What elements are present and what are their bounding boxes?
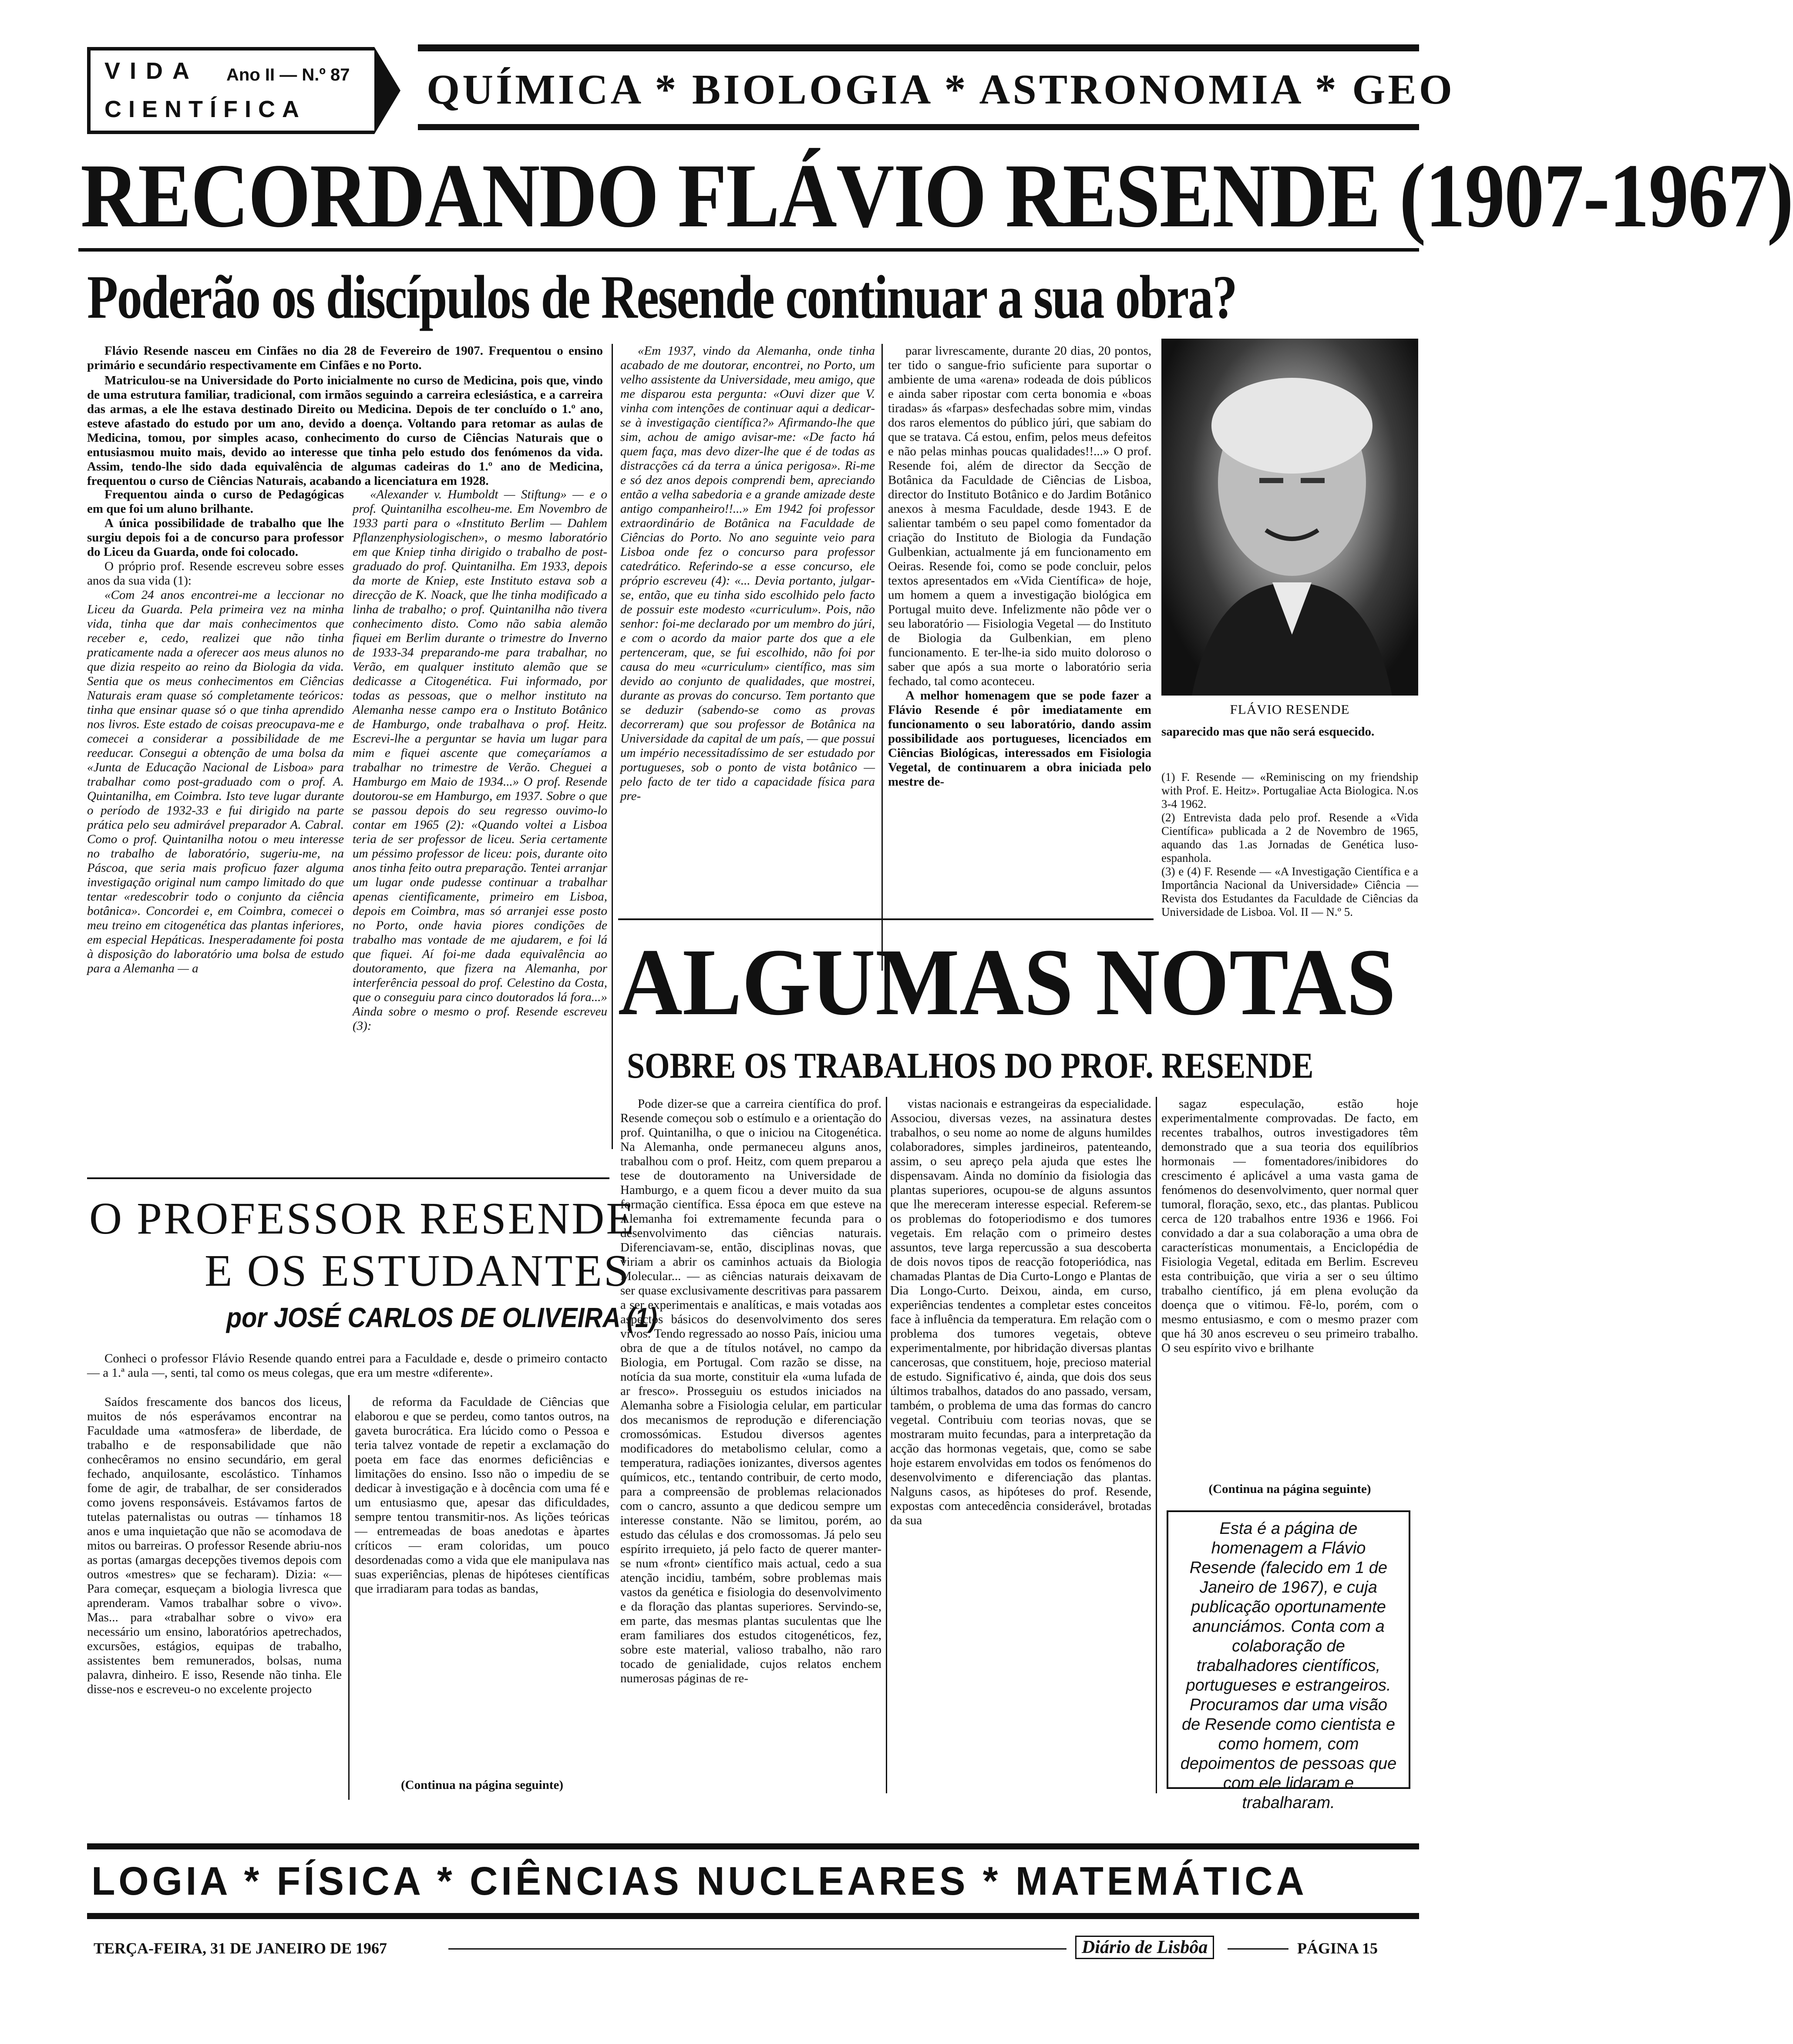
article1-p3: Frequentou ainda o curso de Pedagógicas em que foi um aluno brilhante. — [87, 487, 344, 516]
masthead-vida: VIDA — [104, 58, 199, 84]
masthead-issue: Ano II — N.º 87 — [226, 65, 350, 84]
footer-paper-name: Diário de Lisbôa — [1075, 1936, 1214, 1959]
top-rule-1 — [418, 44, 1419, 51]
photo-caption: FLÁVIO RESENDE — [1230, 702, 1350, 717]
article3-col3 — [1161, 1097, 1418, 1480]
article1-quote1: «Com 24 anos encontrei-me a leccionar no Liceu da Guarda. Pela primeira vez na minha vida, tinha que dar mais conhecimentos que receber e, cedo, realizei que não tinha praticamente nada a oferecer aos meus alunos no que dizia respeito ao reino da Biologia da vida. Sentia que os meus conhecimentos em Ciências Naturais eram quase só completamente teóricos: tinha que ensinar quase só o que tinha aprendido nos livros. Este estado de coisas preocupava-me e comecei a considerar a possibilidade de me reeducar. Consegui a obtenção de uma bolsa da «Junta de Educação Nacional de Lisboa» para trabalhar como post-graduado com o prof. A. Quintanilha, em Coimbra. Isto teve lugar durante o período de 1932-33 e fui dirigido na parte prática pelo seu admirável preparador A. Cabral. Como o prof. Quintanilha notou o meu interesse no trabalho de laboratório, sugeriu-me, na Páscoa, que seria mais proficuo fazer alguma investigação original num campo limitado do que tentar «redescobrir todo o conjunto da ciência botânica». Concordei e, em Coimbra, comecei o meu treino em citogenética das plantas inferiores, em especial Hepáticas. Inesperadamente foi posta à disposição do laboratório uma bolsa de estudo para a Alemanha — a — [87, 588, 344, 975]
article1-col3-text: «Em 1937, vindo da Alemanha, onde tinha acabado de me doutorar, encontrei, no Porto, um velho assistente da Universidade, meu amigo, que me disparou esta pergunta: «Ouvi dizer que V. vinha com intenções de continuar aqui a dedicar-se à investigação científica?» Afirmando-lhe que sim, achou de amigo avisar-me: «De facto há quem faça, mas devo dizer-lhe que é de todas as distracções cá da terra a única perigosa». Ri-me e só dez anos depois comprendi bem, apreciando então a velha sabedoria e a grande amizade deste antigo companheiro!!...» Em 1942 foi professor extraordinário de Botânica na Faculdade de Ciências do Porto. No ano seguinte veio para Lisboa onde fez o concurso para professor catedrático. Referindo-se a esse concurso, ele próprio escreveu (4): «... Devia portanto, julgar-se, então, que eu tinha sido escolhido pelo facto de possuir este modesto «curriculum». Pois, não senhor: foi-me declarado por um membro do júri, e com o acordo da maior parte dos que a ele pertenceram, que, se fui escolhido, não foi por causa do meu «curriculum» científico, mas sim devido ao conjunto de qualidades, que mostrei, durante as provas do concurso. Tem portanto que se deduzir (sabendo-se como as provas decorreram) que sou professor de Botânica na Universidade da capital de um país, — que possui um império necessitadíssimo de ser estudado por portugueses, sob o ponto de vista botânico — pelo facto de ter tido a capacidade física para pre- — [620, 344, 875, 803]
article3-subtitle: SOBRE OS TRABALHOS DO PROF. RESENDE — [627, 1046, 1314, 1086]
article1-col1 — [87, 487, 344, 1149]
article1-intro: Flávio Resende nasceu em Cinfães no dia 28 de Fevereiro de 1907. Frequentou o ensino primário e secundário respectivamente em Cinfães e no Porto. — [87, 344, 603, 372]
article3-title: ALGUMAS NOTAS — [618, 929, 1396, 1035]
col-divider-2 — [881, 344, 883, 971]
article1-col2-text: «Alexander v. Humboldt — Stiftung» — e o prof. Quintanilha escolheu-me. Em Novembro de 1933 parti para o «Instituto Berlim — Dahlem Pflanzenphysiologischen», o mesmo laboratório em que Kniep tinha dirigido o trabalho de post-graduado do prof. Quintanilha. Em 1933, depois da morte de Kniep, este Instituto estava sob a direcção de K. Noack, que lhe tinha modificado a linha de trabalho; o prof. Quintanilha não tivera conhecimento disto. Como não sabia alemão fiquei em Berlim durante o trimestre do Inverno de 1933-34 preparando-me para trabalhar, no Verão, em qualquer instituto alemão que se dedicasse a Citogenética. Fui informado, por todas as pessoas, que o melhor instituto na Alemanha nesse campo era o Instituto Botânico de Hamburgo, onde trabalhava o prof. Heitz. Escrevi-lhe a perguntar se havia um lugar para mim e fiquei ascente que começaríamos a trabalhar no trimestre de Verão. Cheguei a Hamburgo em Maio de 1934...» O prof. Resende doutorou-se em Hamburgo, em 1937. Sobre o que se passou depois do seu regresso ouvimo-lo contar em 1965 (2): «Quando voltei a Lisboa teria de ser professor de liceu. Seria certamente um péssimo professor de liceu: pois, durante oito anos tinha feito outra preparação. Tentei arranjar um lugar onde pudesse continuar a trabalhar apenas cientificamente, primeiro em Lisboa, depois em Coimbra, mas só arranjei esse posto no Porto, onde havia piores condições de trabalho mas vontade de me ajudarem, e foi lá que fiquei. Aí foi-me dada equivalência ao doutoramento, que fizera na Alemanha, por interferência pessoal do prof. Celestino da Costa, que o conseguiu para cinco doutorados lá fora...» Ainda sobre o mesmo o prof. Resende escreveu (3): — [353, 487, 607, 1033]
article1-p2-text: Matriculou-se na Universidade do Porto inicialmente no curso de Medicina, pois que, vindo de uma estrutura familiar, tradicional, com irmãos seguindo a carreira eclesiástica, e a carreira das armas, a ele lhe estava destinado Direito ou Medicina. Depois de ter concluído o 1.º ano, esteve afastado do estudo por um ano, devido a doença. Voltando para retomar as aulas de Medicina, tomou, por simples acaso, conhecimento do curso de Ciências Naturais que o entusiasmou muito mais, devido ao interesse que tinha pelo estudo dos fenómenos da vida. Assim, tendo-lhe sido dada equivalência de algumas cadeiras do 1.º ano de Medicina, frequentou o curso de Ciências Naturais, acabando a licenciatura em 1928. — [87, 373, 603, 488]
article3-rule — [618, 918, 1154, 920]
col-divider-4 — [886, 1097, 887, 1793]
article1-col3 — [620, 344, 875, 971]
bottom-subjects-banner: LOGIA * FÍSICA * CIÊNCIAS NUCLEARES * MATEMÁTICA — [91, 1859, 1308, 1903]
article3-col2-text: vistas nacionais e estrangeiras da especialidade. Associou, diversas vezes, na assinatura destes trabalhos, o seu nome ao nome de alguns humildes colaboradores, simples jardineiros, patenteando, assim, o seu apreço pela ajuda que estes lhe dispensavam. Ainda no domínio da fisiologia das plantas superiores, ocupou-se de alguns assuntos que lhe mereceram interesse especial. Referem-se os problemas do fotoperiodismo e dos tumores vegetais. Em relação com o primeiro destes assuntos, teve larga repercussão a sua descoberta de dois novos tipos de reacção fotoperiódica, nas chamadas Plantas de Dia Curto-Longo e Plantas de Dia Longo-Curto. Deixou, ainda, em curso, experiências tendentes a completar estes conceitos face à influência da temperatura. Em relação com o problema dos tumores vegetais, obteve experimentalmente, por hibridação diversas plantas cancerosas, que constituem, hoje, precioso material de estudo. Significativo é, ainda, que dois dos seus últimos trabalhos, datados do ano passado, versam, também, o problema de uma das formas do cancro vegetal. Contribuiu com teorias novas, que se mostraram muito fecundas, para a interpretação da acção das hormonas vegetais, que, como se sabe hoje estarem envolvidas em todos os fenómenos do desenvolvimento e diferenciação das plantas. Nalguns casos, as hipóteses do prof. Resende, expostas com antecedência considerável, brotadas da sua — [890, 1097, 1151, 1527]
top-rule-2 — [418, 124, 1419, 130]
col-divider-1 — [612, 344, 613, 1149]
masthead-cientifica: CIENTÍFICA — [104, 96, 306, 122]
article2-intro: Conheci o professor Flávio Resende quando entrei para a Faculdade e, desde o primeiro contacto — a 1.ª aula —, senti, tal como os meus colegas, que era um mestre «diferente». — [87, 1351, 607, 1380]
article2-continua: (Continua na página seguinte) — [400, 1778, 564, 1792]
article2-rule — [87, 1177, 609, 1179]
article1-col4-bold: A melhor homenagem que se pode fazer a Flávio Resende é pôr imediatamente em funcionamento o seu laboratório, dando assim possibilidade aos portugueses, licenciados em Ciências Biológicas, interessados em Fisiologia Vegetal, de continuarem a obra iniciada pelo mestre de- — [888, 689, 1151, 789]
footer-date: TERÇA-FEIRA, 31 DE JANEIRO DE 1967 — [94, 1940, 387, 1957]
article2-col2 — [355, 1395, 609, 1765]
article2-author: por JOSÉ CARLOS DE OLIVEIRA (1) — [226, 1302, 657, 1333]
masthead-arrow-icon — [374, 47, 400, 134]
footer-page-number: PÁGINA 15 — [1297, 1940, 1378, 1957]
sub-headline: Poderão os discípulos de Resende continuar a sua obra? — [87, 262, 1237, 331]
article1-col4-text: parar livrescamente, durante 20 dias, 20 pontos, ter tido o sangue-frio suficiente para suportar o ambiente de uma «arena» rodeada de dois públicos e ainda saber ripostar com certa bonomia e «boas tiradas» ás «farpas» desfechadas sobre mim, vindas dos raros elementos do público júri, que sabiam do que se tratava. Cá estou, enfim, pelos meus defeitos e não pelas minhas poucas qualidades!!...» O prof. Resende foi, além de director da Secção de Botânica da Faculdade de Ciências de Lisboa, director do Instituto Botânico e do Jardim Botânico anexos à mesma Faculdade, desde 1943. E de salientar também o seu papel como fomentador da criação do Instituto de Biologia da Fundação Gulbenkian, actualmente já em funcionamento em Oeiras. Resende foi, como se pode concluir, pelos textos apresentados em «Vida Científica» de hoje, um homem a quem a investigação biológica em Portugal muito deve. Infelizmente não pôde ver o seu laboratório — Fisiologia Vegetal — do Instituto de Biologia da Gulbenkian, em pleno funcionamento. E ter-lhe-ia sido muito doloroso o saber que após a sua morte o laboratório seria fechado, tal como aconteceu. — [888, 344, 1151, 688]
article3-col1-text: Pode dizer-se que a carreira científica do prof. Resende começou sob o estímulo e a orientação do prof. Quintanilha, o que o iniciou na Citogenética. Na Alemanha, onde permaneceu alguns anos, trabalhou com o prof. Heitz, com quem preparou a tese de doutoramento na Universidade de Hamburgo, e a quem ficou a dever muito da sua formação científica. Essa época em que esteve na Alemanha foi extremamente fecunda para o desenvolvimento das ciências naturais. Diferenciavam-se, então, disciplinas novas, que viriam a abrir os caminhos actuais da Biologia Molecular... — as ciências naturais deixavam de ser quase exclusivamente descritivas para passarem a ser experimentais e analíticas, e mais votadas aos aspectos básicos do desenvolvimento dos seres vivos. Tendo regressado ao nosso País, iniciou uma obra de que a de títulos notável, no campo da Biologia, em Portugal. Com razão se disse, na notícia da sua morte, constituir ela «uma lufada de ar fresco». Prosseguiu os estudos iniciados na Alemanha sobre a Fisiologia celular, em particular dos mecanismos de reprodução e diferenciação cromossómicas. Estudou diversos agentes modificadores do metabolismo celular, como a temperatura, radiações ionizantes, diversos agentes químicos, etc., tentando contribuir, de certo modo, para a compreensão de problemas relacionados com o cancro, assunto a que dedicou sempre um interesse constante. Não se limitou, porém, ao estudo das células e dos cromossomas. Já pelo seu espírito irrequieto, já pelo facto de querer manter-se num «front» científico mais actual, cedo a sua atenção incidiu, também, sobre problemas mais vastos da genética e fisiologia do desenvolvimento e da floração das plantas superiores. Servindo-se, em parte, das mesmas plantas suculentas que lhe eram familiares dos estudos citogenéticos, fez, sobre este material, valioso trabalho, não raro tocado de genialidade, cujos relatos enchem numerosas páginas de re- — [620, 1097, 881, 1685]
article2-col1-text: Saídos frescamente dos bancos dos liceus, muitos de nós esperávamos encontrar na Faculdade uma «atmosfera» de liberdade, de trabalho e de responsabilidade que não conhecêramos no ensino secundário, em geral fechado, anquilosante, escolástico. Tínhamos fome de agir, de trabalhar, de ser considerados como jovens responsáveis. Estávamos fartos de tutelas paternalistas ou outras — tínhamos 18 anos e uma inquietação que não se acomodava de mitos ou barreiras. O professor Resende abriu-nos as portas (amargas decepções tivemos depois com outros «mestres» que se fecharam). Dizia: «— Para começar, esqueçam a biologia livresca que aprenderam. Vamos trabalhar sobre o vivo». Mas... para «trabalhar sobre o vivo» era necessário um ensino, laboratórios apetrechados, excursões, estágios, equipas de trabalho, assistentes bem remunerados, bolsas, numa palavra, dinheiro. E isso, Resende não tinha. Ele disse-nos e escreveu-o no excelente projecto — [87, 1395, 342, 1696]
bottom-rule-2 — [87, 1913, 1419, 1919]
main-headline: RECORDANDO FLÁVIO RESENDE (1907-1967) — [81, 145, 1793, 246]
bottom-rule-1 — [87, 1843, 1419, 1849]
footnote-2: (2) Entrevista dada pelo prof. Resende a «Vida Científica» publicada a 2 de Novembro de 1965, aquando das 1.as Jornadas de Genética luso-espanhola. — [1161, 811, 1418, 864]
homage-text: Esta é a página de homenagem a Flávio Resende (falecido em 1 de Janeiro de 1967), e cuja publicação oportunamente anunciámos. Conta com a colaboração de trabalhadores científicos, portugueses e estrangeiros. Procuramos dar uma visão de Resende como cientista e como homem, com depoimentos de pessoas que com ele lidaram e trabalharam. — [1180, 1520, 1397, 1812]
col-divider-3 — [348, 1395, 350, 1800]
article1-p5: O próprio prof. Resende escreveu sobre esses anos da sua vida (1): — [87, 559, 344, 588]
footer-rule-right — [1228, 1948, 1288, 1950]
article1-p4: A única possibilidade de trabalho que lhe surgiu depois foi a de concurso para professor do Liceu da Guarda, onde foi colocado. — [87, 516, 344, 559]
headline-rule — [78, 248, 1419, 252]
article2-col1 — [87, 1395, 342, 1800]
portrait-photo-image — [1161, 339, 1418, 696]
footer-rule-left — [448, 1948, 1066, 1950]
article3-col3-text: sagaz especulação, estão hoje experimentalmente comprovadas. De facto, em recentes trabalhos, outros investigadores têm demonstrado que a sua teoria dos equilíbrios hormonais — fomentadores/inibidores do crescimento é aplicável a uma vasta gama de fenómenos do desenvolvimento, quer normal quer tumoral, floração, sexo, etc., das plantas. Publicou cerca de 120 trabalhos entre 1936 e 1966. Foi convidado a dar a sua colaboração a uma obra de características monumentais, a Enciclopédia de Fisiologia Vegetal, editada em Berlim. Escreveu esta contribuição, que viria a ser o seu último trabalho científico, já em plena evolução da doença que o vitimou. Fê-lo, porém, com o mesmo entusiasmo, e com o mesmo prazer com que há 30 anos escreveu o seu primeiro trabalho. O seu espírito vivo e brilhante — [1161, 1097, 1418, 1355]
article2-col2-text: de reforma da Faculdade de Ciências que elaborou e que se perdeu, como tantos outros, na gaveta burocrática. Era lúcido como o Pessoa e teria talvez vontade de repetir a exclamação do poeta em face das enormes deficiências e limitações do ensino. Isso não o impediu de se dedicar à investigação e à docência com uma fé e um entusiasmo que, apesar das dificuldades, sempre tentou transmitir-nos. As lições teóricas — entremeadas de boas anedotas e àpartes críticos — eram coloridas, um pouco desordenadas como a vida que ele manipulava nas suas experiências, plenas de hipóteses científicas que irradiaram para todas as bandas, — [355, 1395, 609, 1596]
article2-title-line1: O PROFESSOR RESENDE — [89, 1193, 636, 1244]
article2-title-line2: E OS ESTUDANTES — [205, 1246, 631, 1296]
portrait-photo — [1161, 339, 1418, 696]
top-subjects-banner: QUÍMICA * BIOLOGIA * ASTRONOMIA * GEO — [427, 66, 1455, 113]
article1-col5 — [1161, 725, 1418, 764]
col-divider-5 — [1156, 1097, 1157, 1793]
article1-col4 — [888, 344, 1151, 971]
article1-col5-bold: saparecido mas que não será esquecido. — [1161, 725, 1375, 739]
article1-p2-wide — [87, 373, 603, 491]
article3-col1 — [620, 1097, 881, 1793]
article1-col2 — [353, 487, 607, 1149]
article3-col2 — [890, 1097, 1151, 1793]
footnote-1: (1) F. Resende — «Reminiscing on my friendship with Prof. E. Heitz». Portugaliae Acta Biologica. N.os 3-4 1962. — [1161, 770, 1418, 810]
footnote-3: (3) e (4) F. Resende — «A Investigação Científica e a Importância Nacional da Universidade» Ciência — Revista dos Estudantes da Faculdade de Ciências da Universidade de Lisboa. Vol. II — N.º 5. — [1161, 865, 1418, 918]
article2-intro-wide — [87, 1351, 607, 1395]
article3-continua: (Continua na página seguinte) — [1208, 1482, 1371, 1496]
